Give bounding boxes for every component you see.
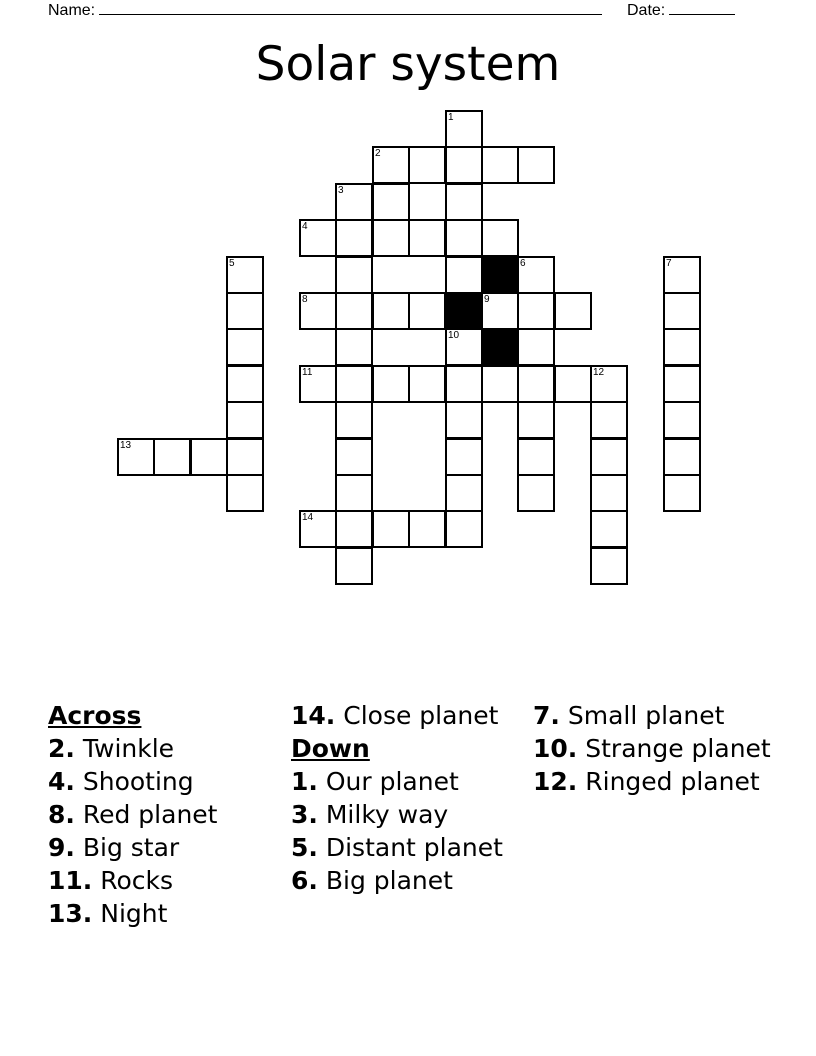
grid-cell[interactable]	[663, 365, 701, 403]
clue-text: Ringed planet	[585, 767, 760, 796]
cell-number: 2	[375, 148, 381, 159]
clue-down	[291, 768, 521, 796]
clue-number: 7.	[533, 701, 560, 730]
grid-cell[interactable]	[481, 146, 519, 184]
grid-cell[interactable]	[445, 510, 483, 548]
clue-text: Big star	[82, 833, 180, 862]
clue-number: 9.	[48, 833, 75, 862]
date-field[interactable]	[627, 0, 735, 20]
clue-text: Twinkle	[82, 734, 175, 763]
clue-text: Milky way	[325, 800, 449, 829]
grid-block	[445, 292, 483, 330]
grid-cell[interactable]	[663, 401, 701, 439]
cell-number: 5	[229, 258, 235, 269]
grid-cell[interactable]	[517, 146, 555, 184]
clue-text: Big planet	[325, 866, 453, 895]
clue-down	[291, 867, 521, 895]
grid-cell[interactable]	[554, 292, 592, 330]
clue-column-1	[48, 702, 278, 933]
name-field[interactable]	[48, 0, 602, 20]
clue-across	[48, 801, 278, 829]
grid-cell[interactable]	[481, 365, 519, 403]
grid-cell[interactable]	[517, 474, 555, 512]
cell-number: 10	[448, 330, 460, 341]
grid-cell[interactable]	[226, 292, 264, 330]
clue-across	[48, 867, 278, 895]
grid-cell[interactable]	[335, 219, 373, 257]
grid-cell[interactable]	[190, 438, 228, 476]
grid-cell[interactable]	[517, 328, 555, 366]
grid-cell[interactable]	[445, 256, 483, 294]
cell-number: 7	[666, 258, 672, 269]
grid-cell[interactable]	[445, 365, 483, 403]
clue-text: Distant planet	[325, 833, 503, 862]
clue-across	[48, 900, 278, 928]
grid-cell[interactable]	[554, 365, 592, 403]
grid-cell[interactable]	[408, 365, 446, 403]
grid-cell[interactable]	[372, 292, 410, 330]
grid-cell[interactable]	[335, 328, 373, 366]
grid-cell[interactable]	[408, 292, 446, 330]
date-label: Date:	[627, 2, 666, 19]
clue-across	[48, 735, 278, 763]
clue-down	[533, 702, 773, 730]
grid-cell[interactable]	[117, 438, 155, 476]
down-heading: Down	[291, 734, 370, 763]
clue-number: 12.	[533, 767, 578, 796]
cell-number: 6	[520, 258, 526, 269]
grid-cell[interactable]	[299, 365, 337, 403]
grid-cell[interactable]	[372, 183, 410, 221]
grid-cell[interactable]	[481, 219, 519, 257]
grid-cell[interactable]	[517, 256, 555, 294]
cell-number: 8	[302, 294, 308, 305]
clue-down	[533, 735, 773, 763]
cell-number: 3	[338, 185, 344, 196]
clue-number: 8.	[48, 800, 75, 829]
grid-cell[interactable]	[335, 474, 373, 512]
clue-number: 3.	[291, 800, 318, 829]
across-heading: Across	[48, 701, 142, 730]
clue-text: Red planet	[82, 800, 218, 829]
grid-cell[interactable]	[445, 146, 483, 184]
clue-number: 13.	[48, 899, 93, 928]
clue-down	[533, 768, 773, 796]
grid-cell[interactable]	[226, 401, 264, 439]
grid-cell[interactable]	[372, 146, 410, 184]
clue-across	[48, 834, 278, 862]
date-blank[interactable]	[669, 0, 735, 15]
grid-cell[interactable]	[153, 438, 191, 476]
clue-number: 11.	[48, 866, 93, 895]
grid-cell[interactable]	[590, 365, 628, 403]
clue-text: Shooting	[82, 767, 194, 796]
name-label: Name:	[48, 2, 96, 19]
grid-cell[interactable]	[445, 401, 483, 439]
cell-number: 12	[593, 367, 605, 378]
grid-cell[interactable]	[590, 438, 628, 476]
clue-column-3	[533, 702, 773, 801]
grid-cell[interactable]	[663, 474, 701, 512]
grid-cell[interactable]	[335, 365, 373, 403]
cell-number: 13	[120, 440, 132, 451]
clue-number: 5.	[291, 833, 318, 862]
clue-number: 6.	[291, 866, 318, 895]
grid-cell[interactable]	[226, 365, 264, 403]
cell-number: 11	[302, 367, 313, 378]
grid-cell[interactable]	[299, 219, 337, 257]
grid-cell[interactable]	[590, 547, 628, 585]
grid-cell[interactable]	[481, 292, 519, 330]
clue-across	[291, 702, 521, 730]
cell-number: 4	[302, 221, 308, 232]
grid-cell[interactable]	[663, 328, 701, 366]
cell-number: 1	[448, 112, 454, 123]
grid-cell[interactable]	[408, 146, 446, 184]
clue-text: Small planet	[567, 701, 725, 730]
grid-cell[interactable]	[590, 510, 628, 548]
clue-down	[291, 834, 521, 862]
grid-block	[481, 328, 519, 366]
grid-cell[interactable]	[372, 510, 410, 548]
grid-cell[interactable]	[445, 474, 483, 512]
clue-number: 2.	[48, 734, 75, 763]
grid-cell[interactable]	[335, 256, 373, 294]
grid-cell[interactable]	[226, 256, 264, 294]
grid-cell[interactable]	[335, 438, 373, 476]
grid-block	[481, 256, 519, 294]
grid-cell[interactable]	[445, 219, 483, 257]
clue-across	[48, 768, 278, 796]
grid-cell[interactable]	[590, 474, 628, 512]
grid-cell[interactable]	[445, 438, 483, 476]
clue-number: 14.	[291, 701, 336, 730]
grid-cell[interactable]	[226, 474, 264, 512]
grid-cell[interactable]	[372, 365, 410, 403]
grid-cell[interactable]	[408, 219, 446, 257]
clue-down	[291, 801, 521, 829]
grid-cell[interactable]	[663, 438, 701, 476]
name-blank[interactable]	[99, 0, 602, 15]
grid-cell[interactable]	[335, 547, 373, 585]
grid-cell[interactable]	[663, 256, 701, 294]
grid-cell[interactable]	[372, 219, 410, 257]
grid-cell[interactable]	[335, 401, 373, 439]
grid-cell[interactable]	[663, 292, 701, 330]
clue-text: Rocks	[100, 866, 174, 895]
cell-number: 14	[302, 512, 314, 523]
grid-cell[interactable]	[226, 438, 264, 476]
clue-text: Strange planet	[585, 734, 771, 763]
grid-cell[interactable]	[590, 401, 628, 439]
grid-cell[interactable]	[445, 328, 483, 366]
grid-cell[interactable]	[226, 328, 264, 366]
clue-number: 1.	[291, 767, 318, 796]
clue-text: Night	[100, 899, 168, 928]
clue-text: Our planet	[325, 767, 459, 796]
grid-cell[interactable]	[445, 110, 483, 148]
grid-cell[interactable]	[517, 365, 555, 403]
grid-cell[interactable]	[299, 292, 337, 330]
grid-cell[interactable]	[408, 510, 446, 548]
grid-cell[interactable]	[517, 401, 555, 439]
cell-number: 9	[484, 294, 490, 305]
grid-cell[interactable]	[335, 510, 373, 548]
page-title: Solar system	[255, 37, 561, 92]
grid-cell[interactable]	[517, 438, 555, 476]
grid-cell[interactable]	[335, 183, 373, 221]
clue-number: 10.	[533, 734, 578, 763]
grid-cell[interactable]	[517, 292, 555, 330]
grid-cell[interactable]	[299, 510, 337, 548]
clue-number: 4.	[48, 767, 75, 796]
grid-cell[interactable]	[335, 292, 373, 330]
grid-cell[interactable]	[445, 183, 483, 221]
clue-text: Close planet	[343, 701, 499, 730]
clue-column-2	[291, 702, 521, 900]
